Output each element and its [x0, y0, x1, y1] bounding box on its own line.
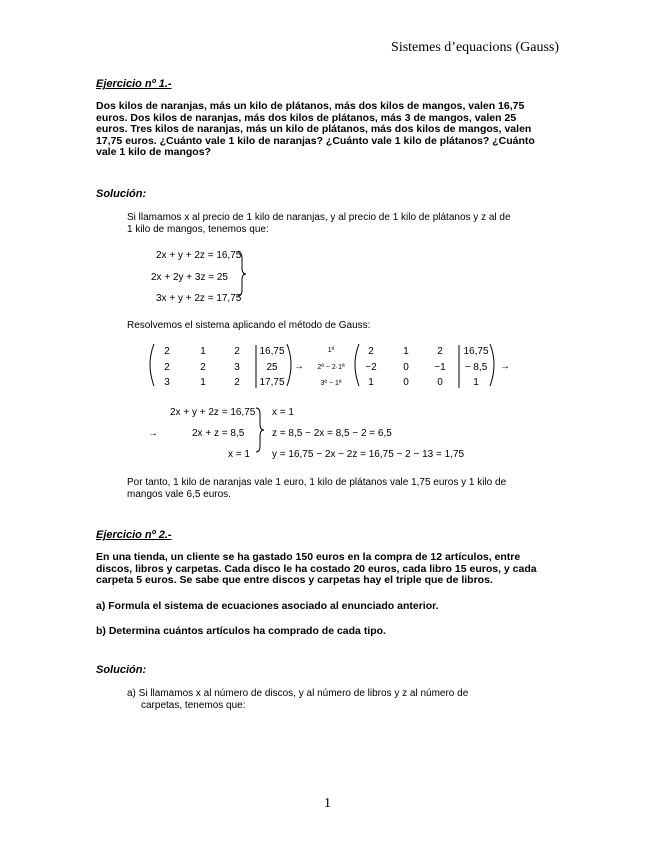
statement-line: discos, libros y carpetas. Cada disco le ha costado 20 euros, cada libro 15 euros, y cada [96, 562, 537, 575]
gauss-method-text: Resolvemos el sistema aplicando el método de Gauss: [127, 320, 371, 331]
statement-line: vale 1 kilo de mangos? [96, 146, 211, 158]
intro-line: Si llamamos x al precio de 1 kilo de naranjas, y al precio de 1 kilo de plátanos y z al de [127, 212, 511, 223]
matrix-cell: 2 [437, 346, 443, 357]
statement-line: Dos kilos de naranjas, más un kilo de plátanos, más dos kilos de mangos, valen 16,75 [96, 100, 525, 112]
statement-line: En una tienda, un cliente se ha gastado 150 euros en la compra de 12 artículos, entre [96, 551, 521, 563]
statement-line: carpeta 5 euros. Se sabe que entre discos y carpetas hay el triple que de libros. [96, 574, 493, 586]
row-op-2: 2ª − 2·1ª [317, 364, 345, 371]
matrix-cell: 2 [164, 362, 170, 373]
statement-line: 17,75 euros. ¿Cuánto vale 1 kilo de naranjas? ¿Cuánto vale 1 kilo de plátanos? ¿Cuánto [96, 134, 535, 147]
matrix-2-left-paren [355, 344, 359, 386]
matrix-2-right-paren [490, 344, 494, 386]
matrix-cell: 3 [164, 377, 170, 388]
page-number: 1 [324, 796, 331, 811]
matrix-cell: 2 [164, 346, 170, 357]
arrow-icon: → [500, 361, 510, 372]
result-x: x = 1 [272, 407, 294, 418]
conclusion-line: mangos vale 6,5 euros. [127, 488, 231, 500]
matrix-cell: 1 [368, 377, 374, 388]
solution-2-title: Solución: [96, 664, 147, 676]
matrix-cell: 0 [403, 362, 409, 373]
matrix-cell: 1 [473, 377, 479, 388]
matrix-1-left-paren [150, 344, 154, 386]
arrow-icon: → [148, 428, 158, 439]
matrix-cell: 2 [234, 346, 240, 357]
reduced-eq-1: 2x + y + 2z = 16,75 [170, 407, 256, 418]
reduced-brace [256, 408, 264, 452]
matrix-cell: 3 [234, 362, 240, 373]
statement-line: euros. Tres kilos de naranjas, más un kilo de plátanos, más dos kilos de mangos, valen [96, 123, 532, 135]
intro-line: 1 kilo de mangos, tenemos que: [127, 223, 269, 235]
arrow-icon: → [294, 361, 304, 372]
statement-line: euros. Dos kilos de naranjas, más dos kilos de plátanos, más 3 de mangos, valen 25 [96, 111, 517, 124]
matrix-cell: 25 [266, 362, 278, 373]
exercise-2-part-a: a) Formula el sistema de ecuaciones asociado al enunciado anterior. [96, 600, 439, 612]
exercise-2-part-b: b) Determina cuántos artículos ha comprado de cada tipo. [96, 625, 386, 637]
result-y: y = 16,75 − 2x − 2z = 16,75 − 2 − 13 = 1,75 [272, 449, 465, 460]
matrix-cell: 2 [368, 346, 374, 357]
matrix-cell: 0 [403, 377, 409, 388]
matrix-cell: 0 [437, 377, 443, 388]
row-op-3: 3ª − 1ª [320, 380, 342, 387]
matrix-cell: 1 [403, 346, 409, 357]
matrix-cell: 2 [234, 377, 240, 388]
matrix-1-right-paren [287, 344, 291, 386]
page-header: Sistemes d’equacions (Gauss) [391, 40, 559, 55]
matrix-cell: −2 [365, 362, 377, 373]
matrix-cell: 1 [200, 377, 206, 388]
row-op-1: 1ª [327, 347, 335, 354]
matrix-cell: − 8,5 [464, 362, 488, 373]
system-brace [238, 252, 246, 296]
exercise-1-title: Ejercicio nº 1.- [96, 78, 172, 90]
matrix-cell: −1 [434, 362, 446, 373]
answer-line: a) Si llamamos x al número de discos, y al número de libros y z al número de [127, 688, 469, 699]
exercise-2-title: Ejercicio nº 2.- [96, 529, 172, 541]
reduced-eq-2: 2x + z = 8,5 [192, 428, 245, 439]
matrix-cell: 17,75 [259, 377, 285, 388]
matrix-cell: 1 [200, 346, 206, 357]
matrix-cell: 16,75 [463, 346, 489, 357]
result-z: z = 8,5 − 2x = 8,5 − 2 = 6,5 [272, 428, 392, 439]
matrix-cell: 16,75 [259, 346, 285, 357]
reduced-eq-3: x = 1 [228, 449, 250, 460]
answer-line: carpetas, tenemos que: [141, 699, 246, 711]
system-eq-2: 2x + 2y + 3z = 25 [151, 272, 228, 283]
conclusion-line: Por tanto, 1 kilo de naranjas vale 1 euro, 1 kilo de plátanos vale 1,75 euros y 1 kilo de [127, 477, 507, 488]
system-eq-3: 3x + y + 2z = 17,75 [156, 293, 242, 304]
solution-1-title: Solución: [96, 188, 147, 200]
system-eq-1: 2x + y + 2z = 16,75 [156, 250, 242, 261]
matrix-cell: 2 [200, 362, 206, 373]
